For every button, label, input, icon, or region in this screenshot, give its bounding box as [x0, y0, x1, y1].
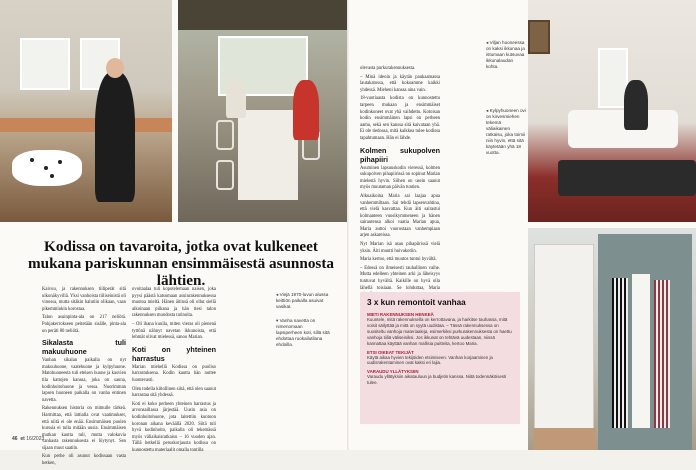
tips-box — [360, 292, 520, 424]
headline: Kodissa on tavaroita, jotka ovat kulkeneet mukana pariskunnan ensimmäisestä asunnosta lähtien. — [28, 238, 334, 289]
paragraph: – Minä ideoin ja käytän paukaamassa lautakatossa, että kokoamme kaikki yhdessä. Mieheni kanssa aina vain. — [360, 74, 440, 93]
tip-heading: VARAUDU YLLÄTYKSIIN — [367, 369, 419, 375]
paragraph: Nyt Marian isä asuu pihapiirissä vielä yksin. Äiti muutti hoivakotiin. — [360, 242, 440, 254]
photo-bathroom-door — [528, 228, 696, 450]
woman-red-figure — [293, 80, 319, 140]
dining-table — [238, 110, 298, 200]
photo-dining-family — [178, 0, 348, 222]
paragraph: Maria kertoo, että muutos tuntui hyvältä. — [360, 257, 437, 263]
subheading: Kolmen sukupolven pihapiiri — [360, 145, 440, 164]
paragraph: 18-vuotiaasta kodista on kunnostettu tarpeen mukaan ja ensimmäiset kodinkoneet ovat yhä vaihdettu. Kotoisan kodin ensimmäinen lapsi on perheen aamu, sekä sen kanssa sitä kaivataan yhä. Ei ole tiedossa, mitä kaikkea tulee kodissa tapahtumaan. Hän ei lähde. — [360, 96, 440, 141]
page-gutter — [347, 0, 349, 450]
photo-kitchen-woman-dog — [0, 0, 172, 222]
chair-decor — [216, 120, 234, 150]
page-footer — [12, 436, 44, 442]
paragraph: Vanhan sikalan paikalla on nyt makuuhuone, vaatehuone ja kylpyhuone. Matohuoneesta tuli eteisen huone ja kasvien tila kattojen kanssa, joka on sauna, kodinhoitohuone ja vessa. Nuorimman lapsen huoneen paikalla on vanha entinen navetta. — [42, 358, 126, 403]
article-column-3 — [360, 66, 440, 308]
ceiling-beams-decor — [178, 0, 348, 30]
paragraph: Alkuaikoina Maria sai laajaa apua vanhemmiltaan. Sai tehdä lapsenvahtina, että vielä kasvattaa. Kun äiti sairastui kolmanteen vuosikymmeneen ja hänen sairautensa alkoi vaatia Marian apua, Maria auttoi vuorostaan vanhempiaan arjen askareissa. — [360, 193, 440, 239]
paragraph: Marian miehellä Kodissa on puoliso harrastuksena. Kodin kautta hän nuttee luontevasti. — [132, 364, 216, 383]
woman-figure — [95, 72, 135, 202]
caption-dining: ▾ Vanha navetta on nimenomaan lapsiperheen koti, sillä sitä ehdottaa ruokailutilana ehdoilla. — [276, 318, 330, 347]
caption-bedroom: ◂ Viljan huoneessa on kaksi ikkunaa ja istumaan kutsuvaa ikkunalaudan kohta. — [486, 40, 525, 69]
tip-text: Kuuntele, mitä rakennuksella on kerrottavana, ja harkitse tauhassa, mitä voisit säilyttää ja mitä on syytä uudistaa. – Tässä rakennuksessa on suositeltu vanhoja materiaaleja, esimerkiksi purkurakennuksesta on haettu vanhoja tiiliä väliseiniksi. Jos ikkunat on tehtävä uudestaan, niissä kannattaa käyttää vanhan mallisia puitteita, kertoo Maria. — [367, 317, 512, 346]
chair-decor — [216, 160, 234, 190]
framed-picture — [528, 20, 550, 54]
striped-towel — [612, 278, 628, 428]
paragraph: Asuminen lapsuuskodin vieressä, kolmen sukupolven pihapiirissä on sopinut Marian mielestä hyvin. Siihen on usein saanut myös muutaman päivän tuntien. — [360, 165, 440, 191]
bed-decor — [568, 110, 678, 148]
paragraph: Kaivuu, ja rakennuksen tiiliperät sitä ulkonäkyvillä. Yksi vanhoista tiiliseinistä oli vinossa, mutta sitäkin halutiin olikaan, vaan pikemminkin korostaa. — [42, 287, 126, 312]
magazine-logo: et — [20, 436, 25, 442]
dark-bench-decor — [558, 160, 696, 196]
page-number: 46 — [12, 436, 18, 442]
brick-floor — [534, 428, 596, 450]
subheading: Koti on yhteinen harrastus — [132, 344, 216, 363]
caption-kitchen: ◂ Viejä 1970-luvun alussa keittiön paikalla asuivat vasikat. — [276, 292, 329, 309]
child-figure — [226, 78, 246, 118]
tip-heading: ETSI OIKEAT TEKIJÄT — [367, 349, 414, 355]
woman-figure — [624, 80, 648, 130]
tip-heading: MIETI RAKENNUKSEN HENKEÄ — [367, 312, 434, 317]
white-towel — [632, 274, 650, 428]
paragraph: Kun perhe oli asunut kodissaan vasta hetken, — [42, 454, 126, 467]
article-column-2 — [132, 287, 216, 456]
paragraph: Talon asuinpinta-ala on 217 neliötä. Pohjakerrokseen peitetään sisälle, pinta-ala on peräti 80 neliötä. — [42, 315, 126, 334]
bathroom-view — [534, 244, 594, 434]
paragraph: olevasta purkurakennuksesta. — [360, 66, 416, 71]
window-decor — [20, 38, 70, 90]
paragraph: Rakennuksen historia on mimulle tärkeä. Harmittaa, että lattialla ovat vaatimukset, että niitä ei ole enää. Ensimmäisen puolen kurssia ei tulla mitään uusia. Ensimmäisen mutkan kautta tuli, mutta valokuvia vanhasta rakennuksesta ei löytynyt. Sen sijaan muut saatiin. — [42, 406, 126, 451]
subheading: Sikalasta tuli makuuhuone — [42, 338, 126, 357]
paragraph: ovoitaalaa tuli kopotelemaan naisen, joka pyysi päästä katsomaan asuinrakennuksessa muotoa mieltä. Hänen äitinsä oli ollut siellä aikoinaan piikana ja hän tiesi talon rakennuksen muodosta tarinoita. — [132, 287, 216, 319]
paragraph: – Edessä on ilmeisesti rauhallinen vaihe. Mutta edelleen yhteinen arki ja läheisyys tuntuvat hyvältä. Kaikille on hyvä olla lähellä toisiaan. Se lohduttaa, Maria — [360, 265, 440, 291]
striped-towel — [654, 280, 670, 428]
article-column-1 — [42, 287, 126, 470]
tip-text: Käytä aikaa hyvien tekijöiden etsimiseen. Vanhan korjaaminen ja uudisrakentaminen ovat kaksi eri lajia. — [367, 354, 493, 366]
tip-text: Varaudu yllätyksiin aikatauluun ja budjetin kanssa. Niitä todennäköisesti tulee. — [367, 374, 507, 386]
paragraph: Olen todella kiitollinen siitä, että olen saanut harrastaa sitä yhdessä. — [132, 386, 216, 399]
tips-box-title: 3 x kun remontoit vanhaa — [367, 298, 466, 307]
countertop-decor — [0, 118, 172, 132]
issue-number: 16/2023 — [26, 436, 45, 442]
photo-bedroom-reading — [528, 0, 696, 222]
paragraph: – Oli ihana kuulla, miten vieras oli pienenä tyttönä nähnyt navetan ikkunoista, että lehmät olivat mielessä, sanoo Marian. — [132, 321, 216, 341]
caption-bathroom: ◂ Kylpyhuoneen ovi on kirvesmiehen tekemä väliaikainen ratkaisu, joka toimii niin hyvin, että sitä käytetään yhä 18 vuotta. — [486, 108, 526, 155]
face-decor — [106, 58, 124, 78]
paragraph: Koti ei koko perheen yhteinen harrastus ja arvonsaillassa järjestää. Uusin asia on kodinhoitohuone, jota laitettiin kuntoon koronan aikana keväällä 2020. Siitä tuli hyvä kodinhoito, paikalla oli tekemässä myös väliaikaisratkaisu – 16 vuoden ajan. Tällä hetkellä peruskorjausta kodissa on kunnostettu materiaalit omalla tontilla — [132, 401, 216, 453]
